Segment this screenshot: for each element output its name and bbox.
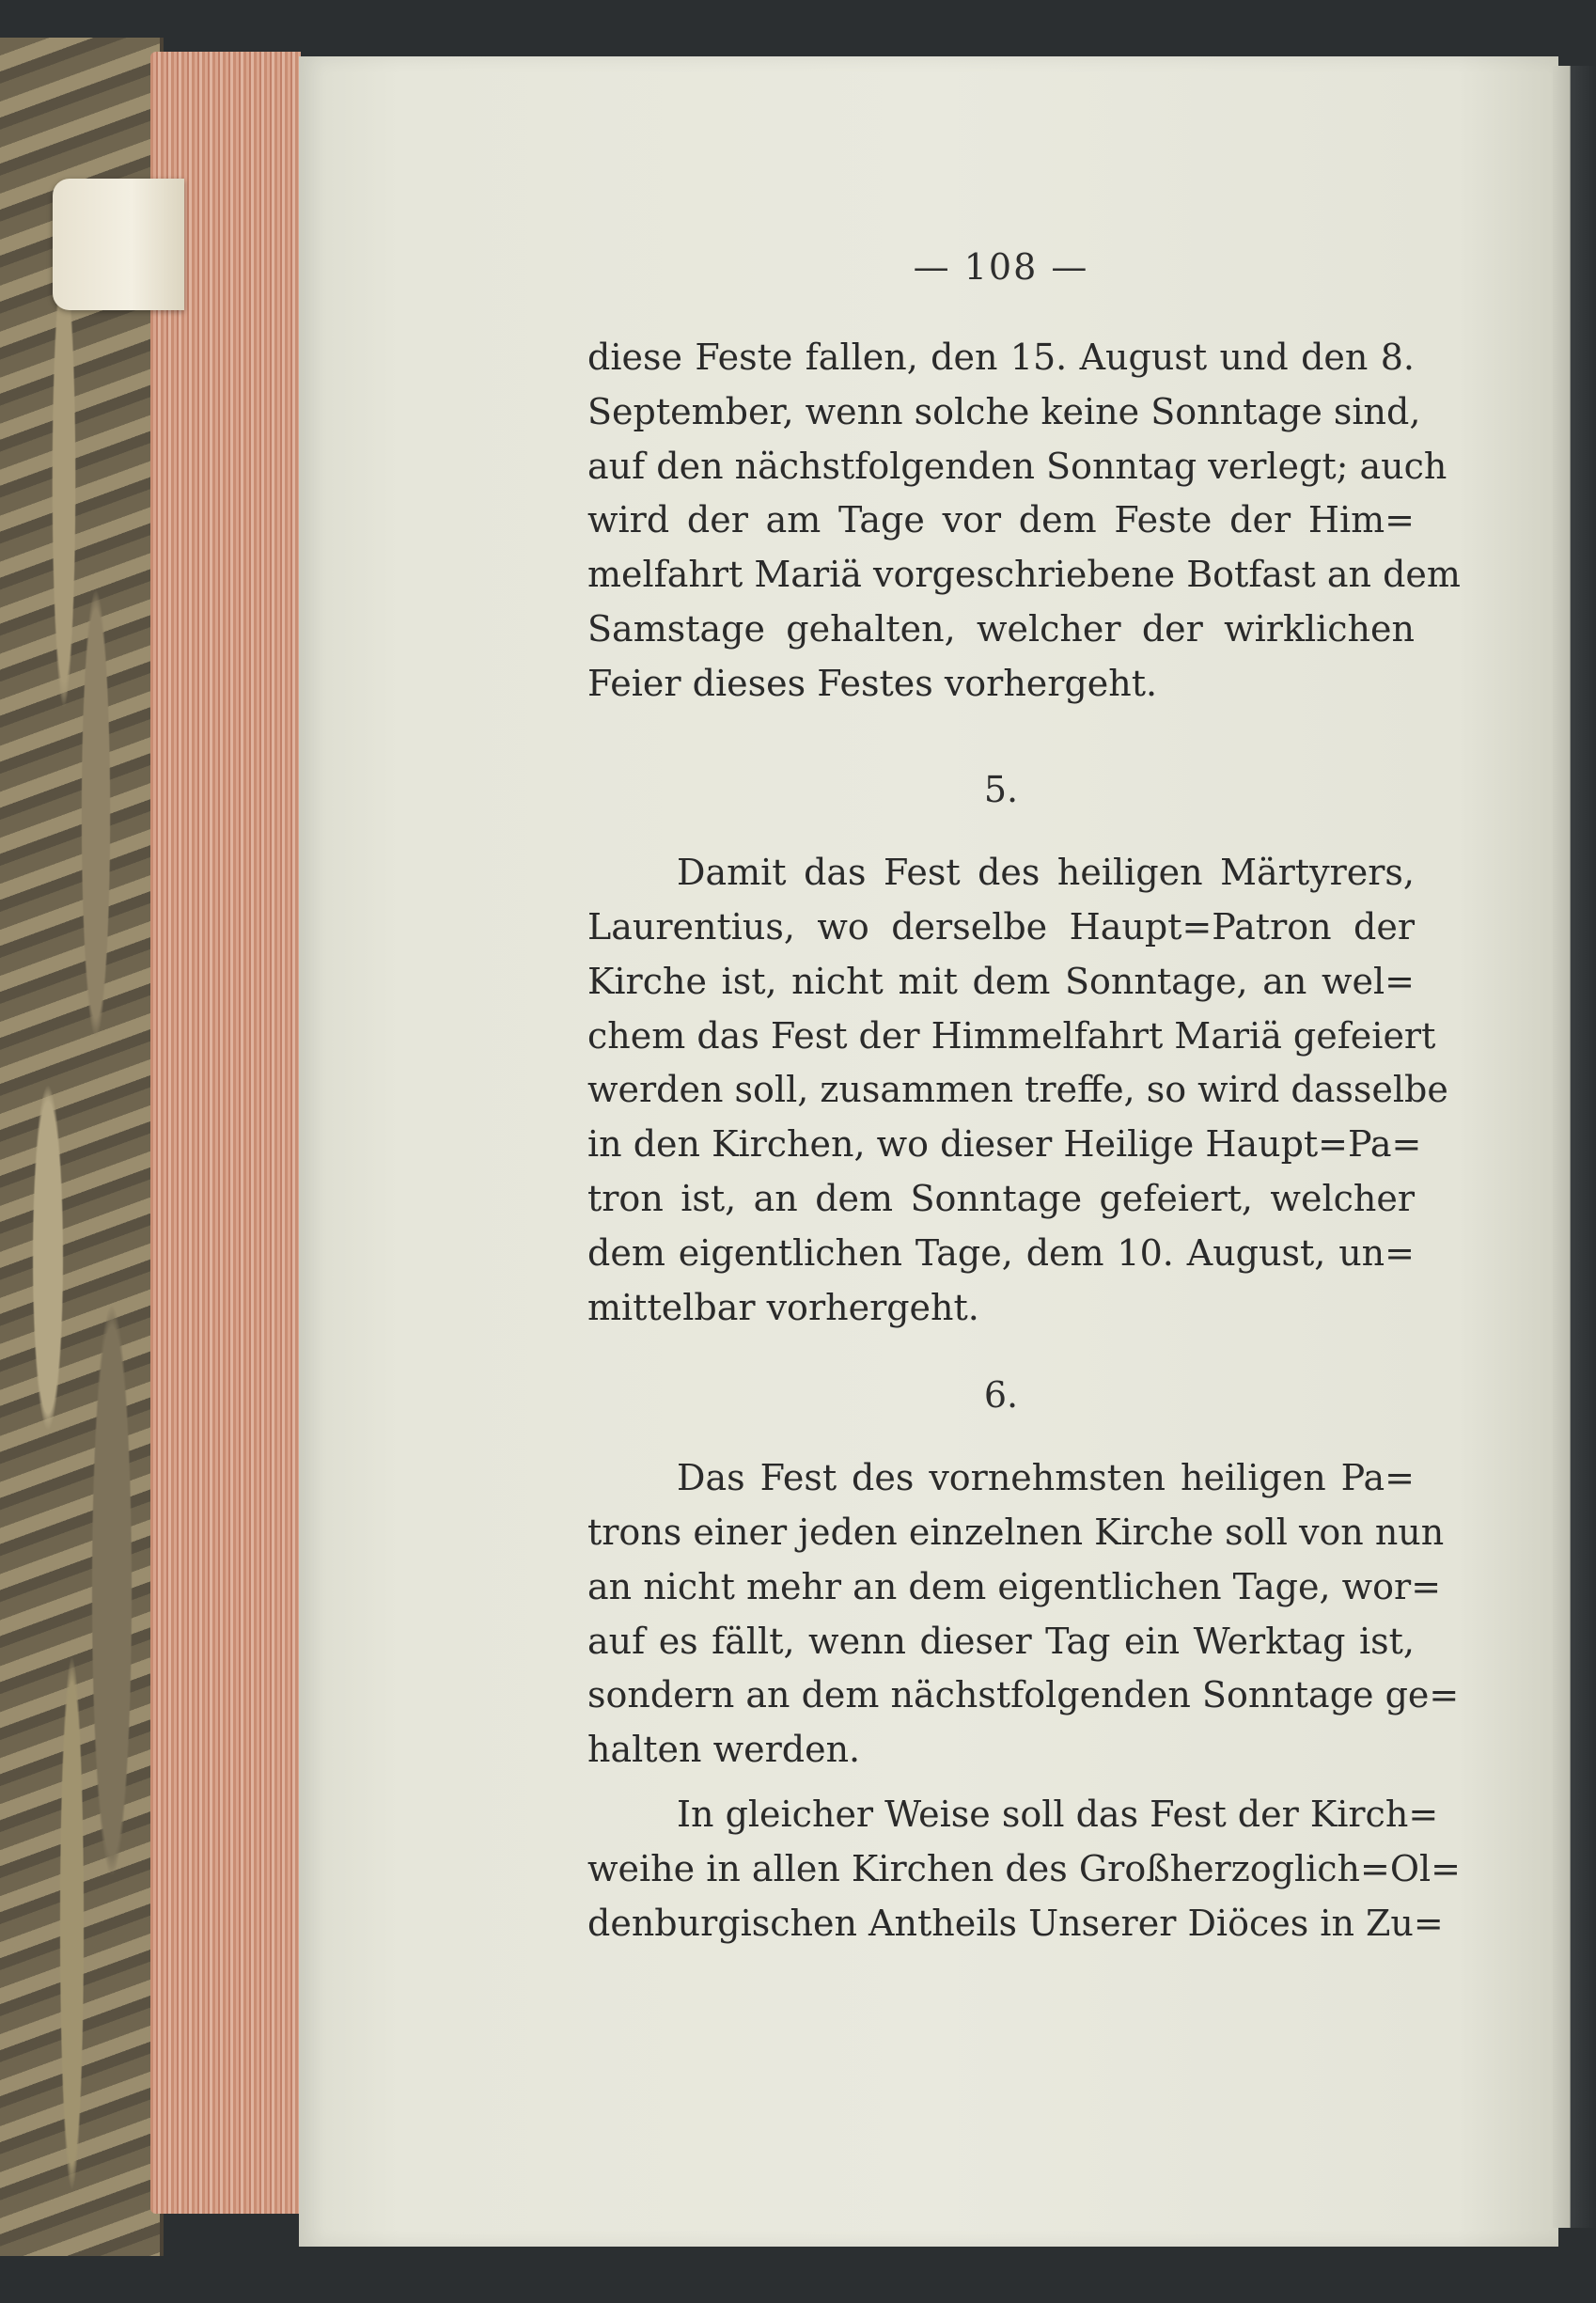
text-line: chem das Fest der Himmelfahrt Mariä gefeiert	[587, 1014, 1436, 1057]
text-line: September, wenn solche keine Sonntage sind,	[587, 390, 1421, 432]
text-line: tron ist, an dem Sonntage gefeiert, welcher	[587, 1177, 1415, 1219]
paragraph-3	[587, 1506, 1460, 1778]
text-line: Das Fest des vornehmsten heiligen Pa=	[677, 1457, 1415, 1498]
text-line: diese Feste fallen, den 15. August und den 8.	[587, 337, 1415, 378]
text-line: an nicht mehr an dem eigentlichen Tage, wor=	[587, 1565, 1442, 1607]
text-line: sondern an dem nächstfolgenden Sonntage ge=	[587, 1674, 1460, 1716]
paragraph-4	[587, 1842, 1461, 1951]
text-line: Damit das Fest des heiligen Märtyrers,	[677, 852, 1415, 893]
text-line: werden soll, zusammen treffe, so wird dasselbe	[587, 1069, 1448, 1111]
text-line: Laurentius, wo derselbe Haupt=Patron der	[587, 906, 1415, 948]
text-line: melfahrt Mariä vorgeschriebene Botfast an dem	[587, 554, 1461, 596]
text-line: Kirche ist, nicht mit dem Sonntage, an wel=	[587, 960, 1415, 1002]
page-right-edge	[1553, 66, 1596, 2228]
text-line: halten werden.	[587, 1729, 861, 1771]
text-line: Samstage gehalten, welcher der wirklichen	[587, 607, 1415, 650]
paragraph-2	[587, 901, 1448, 1335]
text-line: In gleicher Weise soll das Fest der Kirch=	[677, 1794, 1439, 1835]
paragraph-2-first	[587, 846, 1415, 901]
bookmark-tab	[53, 179, 184, 310]
text-line: auf den nächstfolgenden Sonntag verlegt; auch	[587, 445, 1447, 487]
section-heading-5: 5.	[983, 769, 1019, 810]
marbled-cover	[0, 38, 164, 2256]
paragraph-1	[587, 331, 1461, 712]
text-line: in den Kirchen, wo dieser Heilige Haupt=Pa=	[587, 1123, 1422, 1166]
text-line: trons einer jeden einzelnen Kirche soll von nun	[587, 1512, 1445, 1553]
paragraph-3-first	[587, 1451, 1415, 1506]
text-line: mittelbar vorhergeht.	[587, 1286, 979, 1328]
text-line: Feier dieses Festes vorhergeht.	[587, 662, 1158, 704]
text-line: denburgischen Antheils Unserer Diöces in Zu=	[587, 1902, 1444, 1944]
section-heading-6: 6.	[983, 1374, 1019, 1416]
text-line: dem eigentlichen Tage, dem 10. August, un=	[587, 1231, 1415, 1274]
text-line: wird der am Tage vor dem Feste der Him=	[587, 499, 1415, 541]
text-line: auf es fällt, wenn dieser Tag ein Werktag ist,	[587, 1620, 1415, 1662]
page-number-header: — 108 —	[913, 246, 1089, 288]
page-edges	[150, 52, 301, 2214]
paragraph-4-first	[587, 1788, 1439, 1842]
text-line: weihe in allen Kirchen des Großherzoglich=Ol=	[587, 1848, 1461, 1889]
